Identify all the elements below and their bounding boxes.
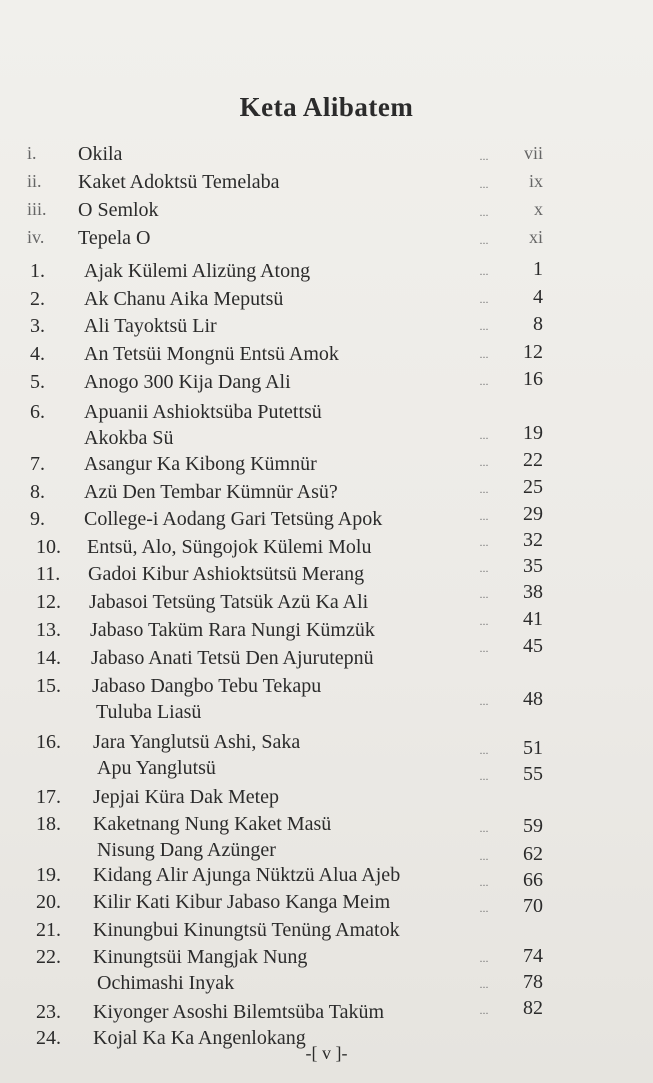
entry-number: 17. (36, 786, 61, 808)
leader-dots: ... (479, 769, 489, 783)
leader-dots: ... (479, 374, 489, 388)
leader-dots: ... (479, 951, 489, 965)
entry-number: 6. (30, 401, 45, 423)
leader-dots: ... (479, 319, 489, 333)
entry-page: vii (523, 143, 543, 163)
entry-title: O Semlok (78, 199, 159, 221)
leader-dots: ... (479, 482, 489, 496)
entry-page-row (0, 843, 653, 869)
entry-number: 7. (30, 453, 45, 475)
entry-page: 4 (533, 286, 543, 308)
entry-number: 23. (36, 1001, 61, 1023)
entry-title-line2: Nisung Dang Azünger (97, 839, 276, 861)
entry-page: 19 (523, 422, 543, 444)
leader-dots: ... (479, 821, 489, 835)
entry-page: 66 (523, 869, 543, 891)
entry-number: ii. (27, 171, 42, 191)
entry-page: 1 (533, 258, 543, 280)
entry-page: 25 (523, 476, 543, 498)
entry-number: 13. (36, 619, 61, 641)
entry-page: 59 (523, 815, 543, 837)
entry-page-row (0, 503, 653, 529)
toc-entry (0, 919, 653, 945)
entry-page-row (0, 608, 653, 634)
entry-title: Kaketnang Nung Kaket Masü (93, 813, 332, 835)
entry-title: Kojal Ka Ka Angenlokang (93, 1027, 306, 1049)
entry-page-row (0, 476, 653, 502)
entry-number: 19. (36, 864, 61, 886)
entry-page-row (0, 635, 653, 661)
entry-number: 2. (30, 288, 45, 310)
entry-number: 4. (30, 343, 45, 365)
entry-page: 51 (523, 737, 543, 759)
entry-page-row (0, 341, 653, 367)
entry-title-line2: Akokba Sü (84, 427, 174, 449)
leader-dots: ... (479, 561, 489, 575)
entry-page-row (0, 422, 653, 448)
entry-title: Kilir Kati Kibur Jabaso Kanga Meim (93, 891, 391, 913)
entry-page: 12 (523, 341, 543, 363)
leader-dots: ... (479, 614, 489, 628)
entry-number: 8. (30, 481, 45, 503)
entry-number: 20. (36, 891, 61, 913)
entry-page-row (0, 763, 653, 789)
toc-roman-entry (0, 227, 653, 253)
entry-title: Entsü, Alo, Süngojok Külemi Molu (87, 536, 372, 558)
entry-number: 3. (30, 315, 45, 337)
entry-title-line2: Apu Yanglutsü (97, 757, 216, 779)
entry-page: 22 (523, 449, 543, 471)
entry-page-row (0, 286, 653, 312)
entry-number: 1. (30, 260, 45, 282)
entry-number: 14. (36, 647, 61, 669)
leader-dots: ... (479, 292, 489, 306)
entry-page: 70 (523, 895, 543, 917)
entry-page: 35 (523, 555, 543, 577)
leader-dots: ... (479, 587, 489, 601)
entry-page: 8 (533, 313, 543, 335)
entry-title: Kaket Adoktsü Temelaba (78, 171, 280, 193)
entry-title: Asangur Ka Kibong Kümnür (84, 453, 317, 475)
entry-page-row (0, 895, 653, 921)
entry-page-row (0, 258, 653, 284)
entry-page-row (0, 449, 653, 475)
entry-page-row (0, 737, 653, 763)
entry-number: 12. (36, 591, 61, 613)
entry-number: 18. (36, 813, 61, 835)
leader-dots: ... (479, 875, 489, 889)
entry-title: An Tetsüi Mongnü Entsü Amok (84, 343, 339, 365)
page-number-footer: -[ v ]- (305, 1043, 348, 1063)
entry-title: Kidang Alir Ajunga Nüktzü Alua Ajeb (93, 864, 401, 886)
entry-title: Apuanii Ashioktsüba Putettsü (84, 401, 322, 423)
entry-number: 11. (36, 563, 61, 585)
entry-page-row (0, 581, 653, 607)
entry-page-row (0, 555, 653, 581)
toc-entry (0, 786, 653, 812)
entry-title: Jabaso Taküm Rara Nungi Kümzük (90, 619, 375, 641)
entry-title: Jara Yanglutsü Ashi, Saka (93, 731, 301, 753)
leader-dots: ... (479, 535, 489, 549)
entry-title: Kinungbui Kinungtsü Tenüng Amatok (93, 919, 400, 941)
entry-title: Jabaso Dangbo Tebu Tekapu (92, 675, 322, 697)
entry-title: Tepela O (78, 227, 151, 249)
leader-dots: ... (479, 205, 489, 219)
leader-dots: ... (479, 641, 489, 655)
entry-number: 21. (36, 919, 61, 941)
entry-page: xi (528, 227, 543, 247)
entry-page: 55 (523, 763, 543, 785)
leader-dots: ... (479, 743, 489, 757)
entry-number: 22. (36, 946, 61, 968)
entry-title-line2: Tuluba Liasü (96, 701, 202, 723)
entry-title-line2: Ochimashi Inyak (97, 972, 235, 994)
entry-page-row (0, 971, 653, 997)
toc-roman-entry (0, 171, 653, 197)
leader-dots: ... (479, 264, 489, 278)
entry-page: 32 (523, 529, 543, 551)
leader-dots: ... (479, 149, 489, 163)
entry-page: 62 (523, 843, 543, 865)
entry-page: 74 (523, 945, 543, 967)
leader-dots: ... (479, 694, 489, 708)
entry-page: 45 (523, 635, 543, 657)
leader-dots: ... (479, 347, 489, 361)
toc-roman-entry (0, 143, 653, 169)
entry-page-row (0, 688, 653, 714)
entry-title: Jabasoi Tetsüng Tatsük Azü Ka Ali (89, 591, 369, 613)
entry-page: 41 (523, 608, 543, 630)
toc-roman-entry (0, 199, 653, 225)
leader-dots: ... (479, 901, 489, 915)
leader-dots: ... (479, 509, 489, 523)
entry-number: 9. (30, 508, 45, 530)
entry-page-row (0, 815, 653, 841)
entry-page: 78 (523, 971, 543, 993)
entry-title: College-i Aodang Gari Tetsüng Apok (84, 508, 383, 530)
leader-dots: ... (479, 428, 489, 442)
leader-dots: ... (479, 977, 489, 991)
page-title: Keta Alibatem (239, 92, 414, 122)
entry-page-row (0, 997, 653, 1023)
entry-page: x (534, 199, 543, 219)
entry-title: Okila (78, 143, 123, 165)
entry-page-row (0, 869, 653, 895)
entry-page: ix (528, 171, 543, 191)
entry-title: Anogo 300 Kija Dang Ali (84, 371, 291, 393)
entry-number: 5. (30, 371, 45, 393)
entry-title: Azü Den Tembar Kümnür Asü? (84, 481, 338, 503)
entry-title: Kiyonger Asoshi Bilemtsüba Taküm (93, 1001, 384, 1023)
entry-number: 15. (36, 675, 61, 697)
entry-page: 82 (523, 997, 543, 1019)
leader-dots: ... (479, 177, 489, 191)
entry-number: 10. (36, 536, 61, 558)
entry-title: Jepjai Küra Dak Metep (93, 786, 280, 808)
entry-title: Ajak Külemi Alizüng Atong (84, 260, 311, 282)
leader-dots: ... (479, 849, 489, 863)
entry-title: Gadoi Kibur Ashioktsütsü Merang (88, 563, 365, 585)
entry-number: i. (27, 143, 37, 163)
entry-title: Kinungtsüi Mangjak Nung (93, 946, 308, 968)
leader-dots: ... (479, 1003, 489, 1017)
entry-number: iv. (27, 227, 45, 247)
entry-page-row (0, 368, 653, 394)
entry-page-row (0, 945, 653, 971)
entry-number: 24. (36, 1027, 61, 1049)
entry-page: 29 (523, 503, 543, 525)
entry-page-row (0, 529, 653, 555)
entry-page: 16 (523, 368, 543, 390)
entry-page-row (0, 313, 653, 339)
entry-title: Ali Tayoktsü Lir (84, 315, 217, 337)
entry-title: Ak Chanu Aika Meputsü (84, 288, 284, 310)
entry-number: iii. (27, 199, 47, 219)
entry-number: 16. (36, 731, 61, 753)
entry-page: 38 (523, 581, 543, 603)
entry-page: 48 (523, 688, 543, 710)
entry-title: Jabaso Anati Tetsü Den Ajurutepnü (91, 647, 374, 669)
leader-dots: ... (479, 233, 489, 247)
leader-dots: ... (479, 455, 489, 469)
